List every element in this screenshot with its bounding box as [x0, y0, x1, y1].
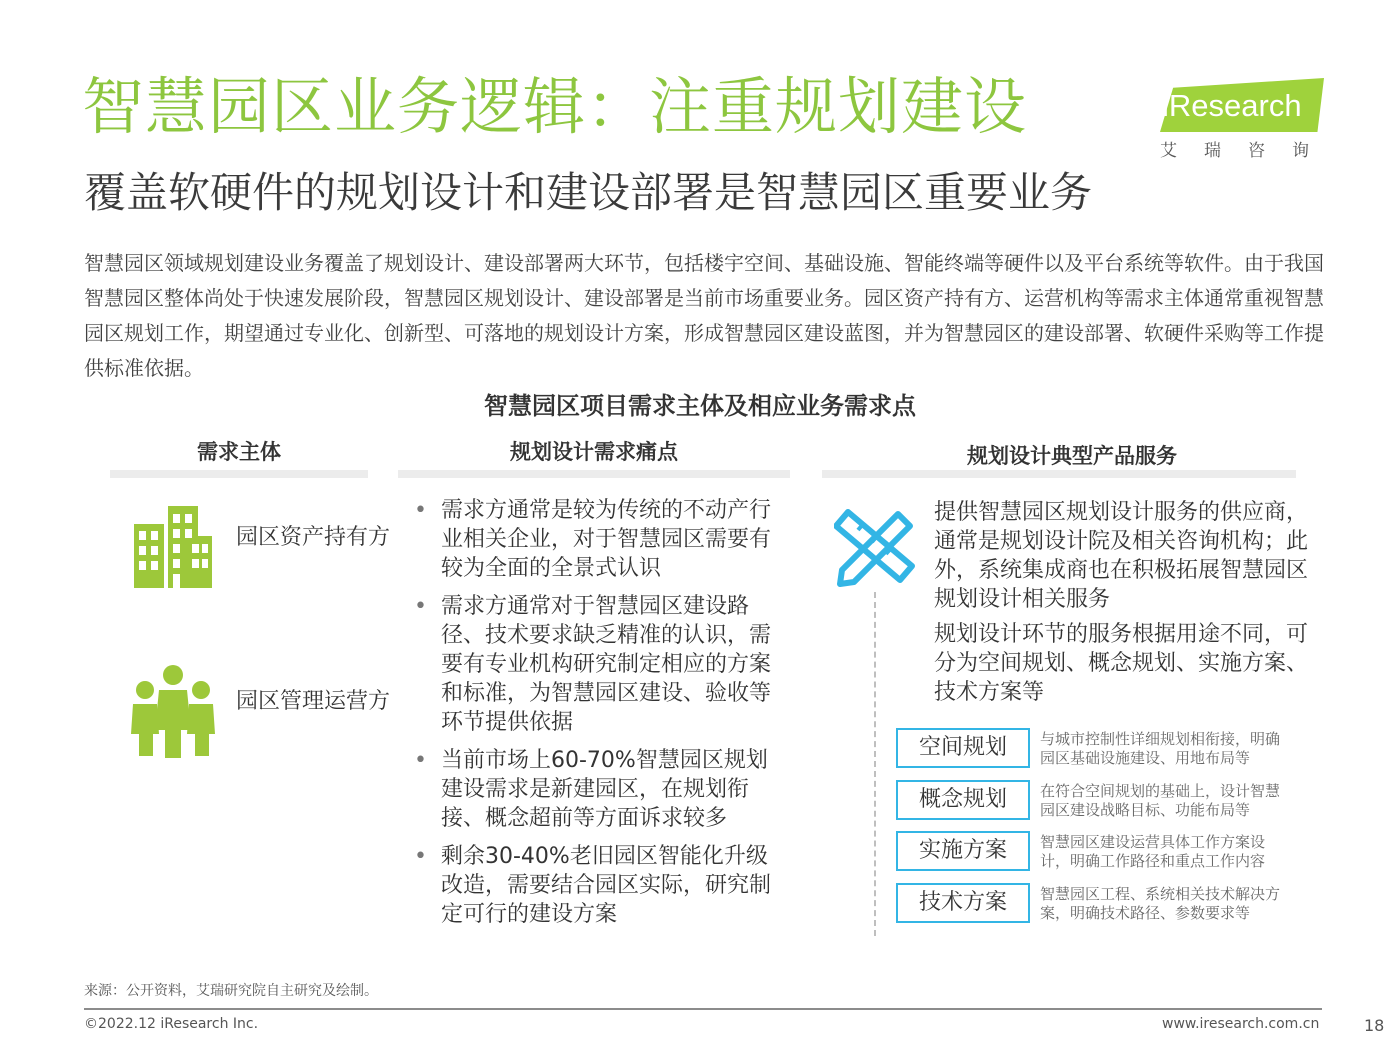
- services-dashed-divider: [874, 592, 876, 936]
- col-divider-services: [822, 470, 1296, 478]
- service-tag-concept-planning: 概念规划: [896, 780, 1030, 820]
- col-divider-pain-points: [398, 470, 790, 478]
- entity-operator-label: 园区管理运营方: [236, 689, 391, 714]
- col-divider-entity: [110, 470, 368, 478]
- people-group-icon: [130, 664, 216, 760]
- ruler-pencil-icon: [834, 508, 916, 588]
- source-note: 来源：公开资料，艾瑞研究院自主研究及绘制。: [84, 983, 378, 999]
- intro-paragraph: 智慧园区领域规划建设业务覆盖了规划设计、建设部署两大环节，包括楼宇空间、基础设施、智能终端等硬件以及平台系统等软件。由于我国智慧园区整体尚处于快速发展阶段，智慧园区规划设计、建设部署是当前市场重要业务。园区资产持有方、运营机构等需求主体通常重视智慧园区规划工作，期望通过专业化、创新型、可落地的规划设计方案，形成智慧园区建设蓝图，并为智慧园区的建设部署、软硬件采购等工作提供标准依据。: [84, 251, 1324, 380]
- pain-point-item: • 需求方通常是较为传统的不动产行业相关企业，对于智慧园区需要有较为全面的全景式认识: [414, 496, 784, 583]
- footer-divider: [84, 1008, 1322, 1010]
- website-link[interactable]: www.iresearch.com.cn: [1162, 1016, 1320, 1032]
- col-head-services: 规划设计典型产品服务: [967, 444, 1177, 468]
- services-paragraph-2: 规划设计环节的服务根据用途不同，可分为空间规划、概念规划、实施方案、技术方案等: [934, 622, 1309, 705]
- service-tag-implementation-plan: 实施方案: [896, 831, 1030, 871]
- col-head-pain-points: 规划设计需求痛点: [510, 440, 678, 464]
- service-tag-space-planning: 空间规划: [896, 728, 1030, 768]
- service-desc-space-planning: 与城市控制性详细规划相衔接，明确园区基础设施建设、用地布局等: [1040, 730, 1281, 767]
- page-title: 智慧园区业务逻辑：注重规划建设: [82, 70, 1028, 143]
- service-desc-technical-plan: 智慧园区工程、系统相关技术解决方案，明确技术路径、参数要求等: [1040, 885, 1281, 922]
- page-number: 18: [1364, 1016, 1385, 1035]
- building-icon: [130, 500, 216, 592]
- entity-asset-holder-label: 园区资产持有方: [236, 525, 391, 550]
- pain-points-list: [414, 496, 784, 938]
- service-desc-implementation-plan: 智慧园区建设运营具体工作方案设计，明确工作路径和重点工作内容: [1040, 833, 1266, 870]
- service-tag-technical-plan: 技术方案: [896, 883, 1030, 923]
- logo-text: iResearch: [1162, 88, 1302, 123]
- pain-point-item: • 需求方通常对于智慧园区建设路径、技术要求缺乏精准的认识，需要有专业机构研究制定相应的方案和标准，为智慧园区建设、验收等环节提供依据: [414, 592, 784, 737]
- page-subtitle: 覆盖软硬件的规划设计和建设部署是智慧园区重要业务: [84, 168, 1093, 217]
- pain-point-item: • 剩余30-40%老旧园区智能化升级改造，需要结合园区实际，研究制定可行的建设方案: [414, 842, 784, 929]
- pain-point-item: • 当前市场上60-70%智慧园区规划建设需求是新建园区，在规划衔接、概念超前等方面诉求较多: [414, 746, 784, 833]
- service-desc-concept-planning: 在符合空间规划的基础上，设计智慧园区建设战略目标、功能布局等: [1040, 782, 1281, 819]
- logo-cn-text: 艾瑞咨询: [1160, 141, 1336, 161]
- iresearch-logo: [1152, 72, 1336, 162]
- col-head-entity: 需求主体: [197, 440, 281, 464]
- copyright-text: ©2022.12 iResearch Inc.: [84, 1016, 259, 1032]
- table-title: 智慧园区项目需求主体及相应业务需求点: [484, 392, 916, 420]
- services-paragraph-1: 提供智慧园区规划设计服务的供应商，通常是规划设计院及相关咨询机构；此外，系统集成商也在积极拓展智慧园区规划设计相关服务: [934, 500, 1309, 612]
